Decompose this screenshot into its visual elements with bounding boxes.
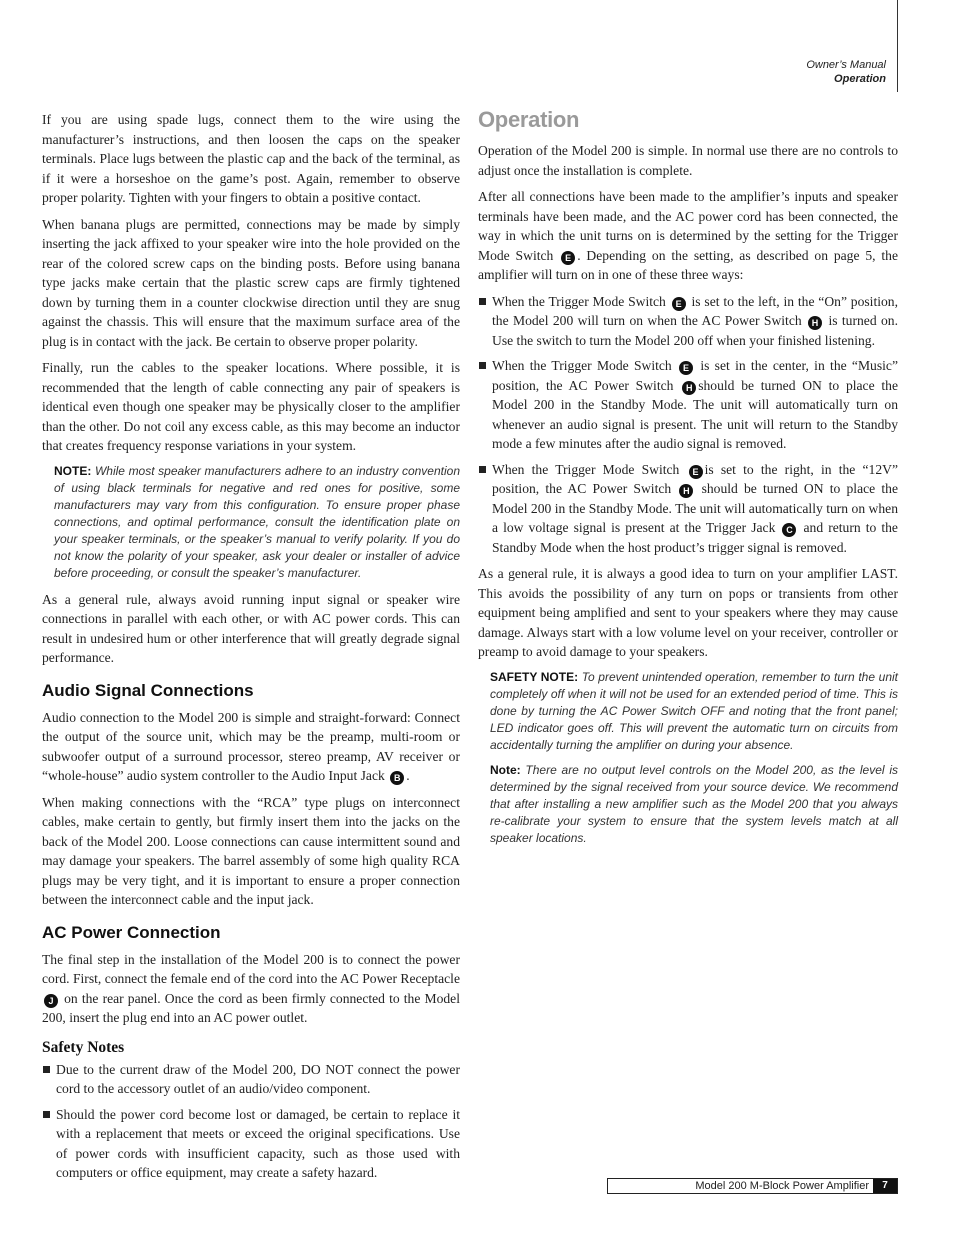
mode-12v-text-c: should be turned ON to place the Model 200 in the Standby Mode. The unit will automatically turn on when a low voltage signal is present at the Trigger Jack	[492, 481, 898, 535]
safety-item: Should the power cord become lost or damaged, be certain to replace it with a replacement that meets or exceed the original specifications. Use of power cords with insufficient capacity, such as those used with computers or office equipment, may create a safety hazard.	[42, 1105, 460, 1183]
callout-j-icon: J	[44, 994, 58, 1008]
mode-12v-text-a: When the Trigger Mode Switch	[492, 461, 680, 477]
callout-c-icon: C	[782, 523, 796, 537]
right-column	[478, 107, 898, 855]
paragraph-banana-plugs: When banana plugs are permitted, connections may be made by simply inserting the jack affixed to your speaker wire into the hole provided on the rear of the colored screw caps on the binding posts. Before using banana type jacks make certain that the plastic screw caps are firmly tightened down by turning them in a counter clockwise direction until they are snug against the chassis. This will ensure that the maximum surface area of the plug is in contact with the jack. Be certain to observe proper polarity.	[42, 216, 460, 349]
callout-h-icon: H	[679, 484, 693, 498]
heading-operation: Operation	[478, 107, 580, 132]
mode-music-item	[478, 356, 898, 454]
footer-product-title: Model 200 M-Block Power Amplifier	[695, 1180, 869, 1192]
page-footer	[607, 1178, 898, 1194]
safety-note	[490, 669, 898, 754]
manual-title: Owner’s Manual	[806, 59, 886, 71]
callout-e-icon: E	[679, 361, 693, 375]
paragraph-operation-intro: Operation of the Model 200 is simple. In normal use there are no controls to adjust once the installation is complete.	[478, 143, 898, 178]
paragraph-cable-runs: Finally, run the cables to the speaker locations. Where possible, it is recommended that the length of cable connecting any pair of speakers is identical even though one speaker may be physically closer to the amplifier than the other. Do not coil any excess cable, as this may become an inductor that creates frequency response variations in your system.	[42, 360, 460, 453]
note-text: While most speaker manufacturers adhere to an industry convention of using black terminals for negative and red ones for positive, some manufacturers may vary from this configuration. To ensure proper phase connections, and optimal performance, consult the identification plate on your speaker terminals, or the speaker’s manual to verify polarity. If you do not know the polarity of your speaker, ask your dealer or installer of advice before proceeding, or consult the speaker’s manufacturer.	[54, 463, 460, 580]
audio-text-b: .	[406, 768, 410, 783]
trigger-text-b: . Depending on the setting, as described on page 5, the amplifier will turn on in one of these three ways:	[478, 247, 899, 282]
mode-12v-text-d: and return to the Standby Mode when the host product’s trigger signal is removed.	[492, 520, 898, 555]
callout-h-icon: H	[808, 316, 822, 330]
mode-music-text-c: should be turned ON to place the Model 200 in the Standby Mode. The unit will automatically turn on whenever an audio signal is present. The unit will return to the Standby mode a few minutes after the audio signal is removed.	[492, 377, 898, 451]
mode-12v-text-b: is set to the right, in the “12V” position, the AC Power Switch	[492, 461, 899, 496]
safety-note-text: To prevent unintended operation, remember to turn the unit completely off when it will not be used for an extended period of time. This is done by turning the AC Power Switch OFF and noting that the front panel; LED indicator goes off. This will prevent the automatic turn on circuits from accidentally turning the amplifier on during your absence.	[490, 669, 898, 752]
callout-b-icon: B	[390, 771, 404, 785]
level-note-label: Note:	[490, 762, 521, 777]
mode-on-text-a: When the Trigger Mode Switch	[492, 293, 666, 309]
paragraph-trigger-mode	[478, 187, 898, 285]
mode-on-item	[478, 292, 898, 351]
turn-on-modes-list	[478, 292, 898, 558]
safety-item: Due to the current draw of the Model 200, DO NOT connect the power cord to the accessory outlet of an audio/video component.	[42, 1060, 460, 1099]
level-note	[490, 762, 898, 847]
mode-on-text-c: is turned on. Use the switch to turn the Model 200 off when your finished listening.	[492, 313, 898, 348]
note-label: NOTE:	[54, 463, 92, 478]
paragraph-turn-on-last: As a general rule, it is always a good idea to turn on your amplifier LAST. This avoids the possibility of any turn on pops or transients from other equipment being amplified and sent to your speakers where they may cause damage. Always start with a low volume level on your receiver, controller or preamp to avoid damage to your speakers.	[478, 566, 898, 659]
safety-note-label: SAFETY NOTE:	[490, 669, 579, 684]
ac-text-b: on the rear panel. Once the cord as been firmly connected to the Model 200, insert the plug end into an AC power outlet.	[42, 990, 460, 1025]
left-column	[42, 110, 460, 1190]
paragraph-ac-power	[42, 950, 460, 1028]
running-header	[806, 58, 886, 86]
heading-safety-notes: Safety Notes	[42, 1038, 125, 1056]
callout-e-icon: E	[689, 465, 703, 479]
section-title: Operation	[834, 73, 886, 85]
paragraph-rca-plugs: When making connections with the “RCA” type plugs on interconnect cables, make certain to gently, but firmly insert them into the jacks on the back of the Model 200. Loose connections can cause intermittent sound and may damage your speakers. The barrel assembly of some high quality RCA plugs may be very tight, and it is important to ensure a proper connection between the interconnect cable and the input jack.	[42, 794, 460, 907]
trigger-text-a: After all connections have been made to the amplifier’s inputs and speaker terminals have been made, and the AC power cord has been connected, the way in which the unit turns on is determined by the setting for the Trigger Mode Switch	[478, 189, 898, 263]
mode-music-text-a: When the Trigger Mode Switch	[492, 358, 672, 373]
paragraph-general-rule: As a general rule, always avoid running input signal or speaker wire connections in parallel with each other, or with AC power cords. This can result in undesired hum or other interference that will greatly degrade signal performance.	[42, 591, 460, 665]
heading-ac-power: AC Power Connection	[42, 922, 221, 942]
polarity-note	[54, 463, 460, 582]
mode-12v-item	[478, 460, 898, 558]
mode-on-text-b: is set to the left, in the “On” position, the Model 200 will turn on when the AC Power Switch	[492, 293, 898, 328]
safety-list	[42, 1060, 460, 1183]
mode-music-text-b: is set in the center, in the “Music” position, the AC Power Switch	[492, 358, 898, 393]
callout-e-icon: E	[672, 297, 686, 311]
header-rule	[897, 0, 898, 92]
ac-text-a: The final step in the installation of the Model 200 is to connect the power cord. First, connect the female end of the cord into the AC Power Receptacle	[42, 951, 460, 986]
callout-e-icon: E	[561, 251, 575, 265]
callout-h-icon: H	[682, 381, 696, 395]
level-note-text: There are no output level controls on the Model 200, as the level is determined by the signal received from your source device. We recommend that after installing a new amplifier such as the Model 200 that you always re-calibrate your system to ensure that the system levels match at all speaker locations.	[490, 762, 898, 845]
paragraph-spade-lugs: If you are using spade lugs, connect them to the wire using the manufacturer’s instructions, and then loosen the caps on the speaker terminals. Place lugs between the plastic cap and the back of the terminal, as if it were a horseshoe on the game’s post. Again, remember to observe proper polarity. Tighten with your fingers to obtain a positive contact.	[42, 112, 460, 205]
audio-text-a: Audio connection to the Model 200 is simple and straight-forward: Connect the output of the source unit, which may be the preamp, multi-room or subwoofer output of a surround processor, stereo preamp, AV receiver or “whole-house” audio system controller to the Audio Input Jack	[42, 709, 460, 783]
heading-audio-signal: Audio Signal Connections	[42, 680, 254, 700]
page-number: 7	[873, 1179, 897, 1193]
paragraph-audio-connection	[42, 708, 460, 786]
